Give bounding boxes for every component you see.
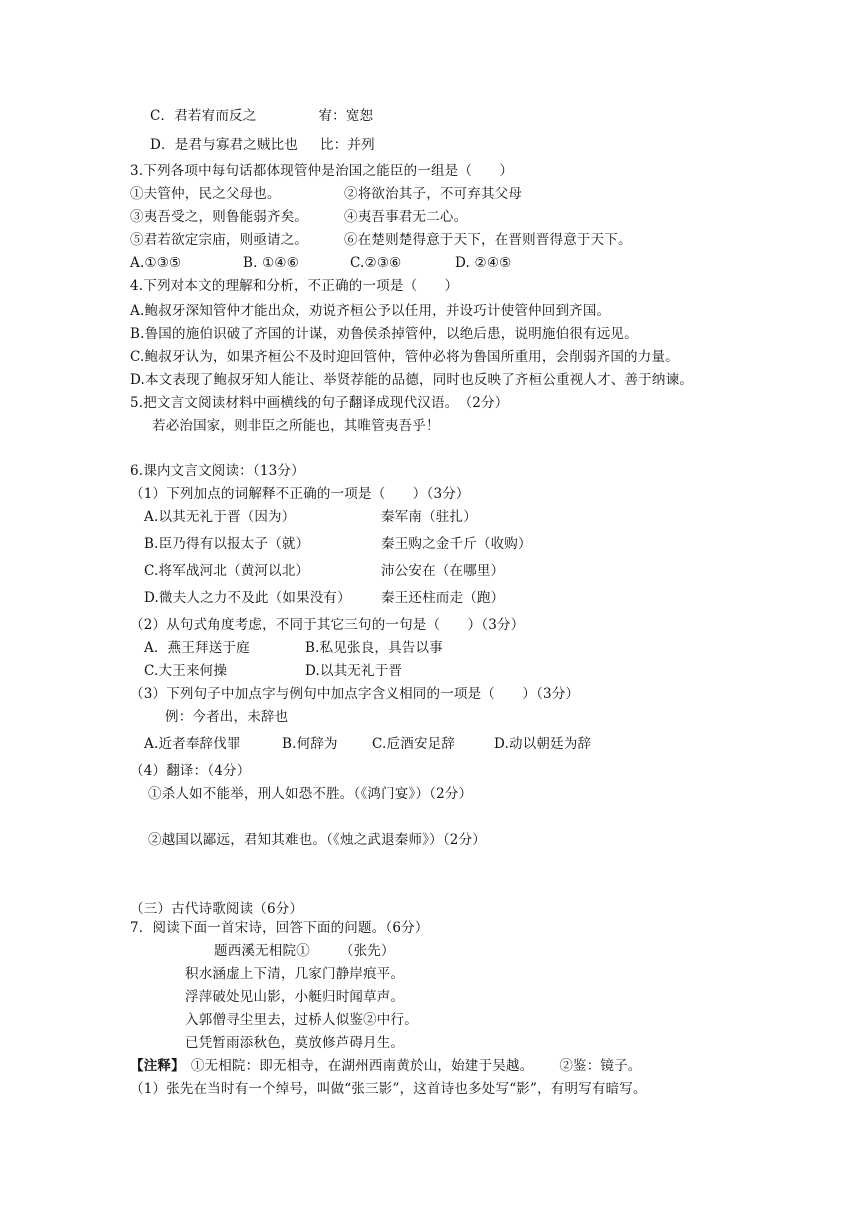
q6-title: 6.课内文言文阅读：（13分） bbox=[130, 463, 305, 479]
q7-stem: 7．阅读下面一首宋诗，回答下面的问题。（6分） bbox=[130, 920, 429, 936]
q6-sub2-stem: （2）从句式角度考虑，不同于其它三句的一句是（ ）（3分） bbox=[130, 617, 525, 633]
poem-title-text: 题西溪无相院① bbox=[214, 943, 310, 959]
q2-option-d-text: D．是君与寡君之贼比也 bbox=[150, 137, 299, 153]
q3-item-6: ⑥在楚则楚得意于天下，在晋则晋得意于天下。 bbox=[344, 232, 632, 248]
section3-title: （三）古代诗歌阅读（6分） bbox=[130, 901, 304, 917]
q7-sub1: （1）张先在当时有一个绰号，叫做“张三影”，这首诗也多处写“影”，有明写有暗写。 bbox=[130, 1081, 647, 1097]
poem-notes bbox=[130, 1057, 642, 1075]
q2-option-d bbox=[150, 136, 375, 154]
poem-line-1: 积水涵虚上下清，几家门静岸痕平。 bbox=[185, 966, 405, 982]
poem-title bbox=[214, 942, 395, 960]
q3-item-5: ⑤君若欲定宗庙，则亟请之。 bbox=[130, 232, 309, 248]
note-label: 【注释】 bbox=[130, 1058, 185, 1074]
q2-option-c bbox=[150, 107, 373, 125]
q5-stem: 5.把文言文阅读材料中画横线的句子翻译成现代汉语。 （2分） bbox=[130, 395, 509, 411]
q6-sub1-row-b-left: B.臣乃得有以报太子（就） bbox=[144, 536, 310, 552]
q3-choice-b: B. ①④⑥ bbox=[243, 255, 300, 271]
q6-sub4-item-1: ①杀人如不能举，刑人如恐不胜。（《鸿门宴》）（2分） bbox=[148, 786, 473, 802]
q6-sub1-row-d-left: D.微夫人之力不及此（如果没有） bbox=[144, 590, 351, 606]
q4-option-c: C.鲍叔牙认为，如果齐桓公不及时迎回管仲，管仲必将为鲁国所重用，会削弱齐国的力量。 bbox=[130, 349, 679, 365]
q3-stem: 3.下列各项中每句话都体现管仲是治国之能臣的一组是（ ） bbox=[130, 163, 514, 179]
q2-option-c-gloss: 宥：宽恕 bbox=[318, 108, 374, 124]
q6-sub3-choice-a: A.近者奉辞伐罪 bbox=[144, 736, 241, 752]
q3-choice-a: A.①③⑤ bbox=[130, 255, 182, 271]
q4-option-a: A.鲍叔牙深知管仲才能出众，劝说齐桓公予以任用，并设巧计使管仲回到齐国。 bbox=[130, 303, 611, 319]
note-1: ①无相院：即无相寺，在湖州西南黄於山，始建于吴越。 bbox=[190, 1058, 534, 1074]
q6-sub3-choice-b: B.何辞为 bbox=[282, 736, 338, 752]
q6-sub4-stem: （4）翻译：（4分） bbox=[130, 763, 251, 779]
q6-sub3-choice-c: C.卮酒安足辞 bbox=[372, 736, 456, 752]
q6-sub2-b: B.私见张良，具告以事 bbox=[305, 640, 443, 656]
q6-sub2-c: C.大王来何操 bbox=[144, 663, 228, 679]
q4-option-b: B.鲁国的施伯识破了齐国的计谋，劝鲁侯杀掉管仲，以绝后患，说明施伯很有远见。 bbox=[130, 326, 638, 342]
q4-stem: 4.下列对本文的理解和分析，不正确的一项是（ ） bbox=[130, 278, 459, 294]
q6-sub1-row-b-right: 秦王购之金千斤（收购） bbox=[381, 536, 532, 552]
note-2: ②鉴：镜子。 bbox=[559, 1058, 642, 1074]
q6-sub3-stem: （3）下列句子中加点字与例句中加点字含义相同的一项是（ ）（3分） bbox=[130, 686, 580, 702]
q3-choice-c: C.②③⑥ bbox=[350, 255, 402, 271]
q6-sub4-item-2: ②越国以鄙远，君知其难也。（《烛之武退秦师》）（2分） bbox=[148, 832, 486, 848]
poem-line-2: 浮萍破处见山影，小艇归时闻草声。 bbox=[185, 989, 405, 1005]
q6-sub3-example: 例：今者出，未辞也 bbox=[165, 709, 289, 725]
q6-sub1-row-a-right: 秦军南（驻扎） bbox=[381, 509, 477, 525]
q6-sub1-row-d-right: 秦王还柱而走（跑） bbox=[381, 590, 505, 606]
q6-sub2-d: D.以其无礼于晋 bbox=[305, 663, 403, 679]
q5-sentence: 若必治国家，则非臣之所能也，其唯管夷吾乎！ bbox=[152, 418, 440, 434]
q6-sub1-row-a-left: A.以其无礼于晋（因为） bbox=[144, 509, 296, 525]
q3-item-4: ④夷吾事君无二心。 bbox=[344, 209, 468, 225]
q3-item-1: ①夫管仲，民之父母也。 bbox=[130, 186, 281, 202]
q4-option-d: D.本文表现了鲍叔牙知人能让、举贤荐能的品德，同时也反映了齐桓公重视人才、善于纳谏。 bbox=[130, 372, 694, 388]
q6-sub2-a: A．燕王拜送于庭 bbox=[144, 640, 250, 656]
q3-choice-d: D. ②④⑤ bbox=[455, 255, 512, 271]
q3-item-3: ③夷吾受之，则鲁能弱齐矣。 bbox=[130, 209, 309, 225]
q3-item-2: ②将欲治其子，不可弃其父母 bbox=[344, 186, 523, 202]
q6-sub1-stem: （1）下列加点的词解释不正确的一项是（ ）（3分） bbox=[130, 486, 470, 502]
q2-option-c-text: C．君若宥而反之 bbox=[150, 108, 257, 124]
q6-sub3-choice-d: D.动以朝廷为辞 bbox=[494, 736, 592, 752]
q6-sub1-row-c-right: 沛公安在（在哪里） bbox=[381, 563, 505, 579]
poem-author: （张先） bbox=[339, 943, 395, 959]
q6-sub1-row-c-left: C.将军战河北（黄河以北） bbox=[144, 563, 310, 579]
poem-line-3: 入郭僧寻尘里去，过桥人似鉴②中行。 bbox=[185, 1012, 418, 1028]
poem-line-4: 已凭暂雨添秋色，莫放修芦碍月生。 bbox=[185, 1035, 405, 1051]
q2-option-d-gloss: 比：并列 bbox=[320, 137, 375, 153]
